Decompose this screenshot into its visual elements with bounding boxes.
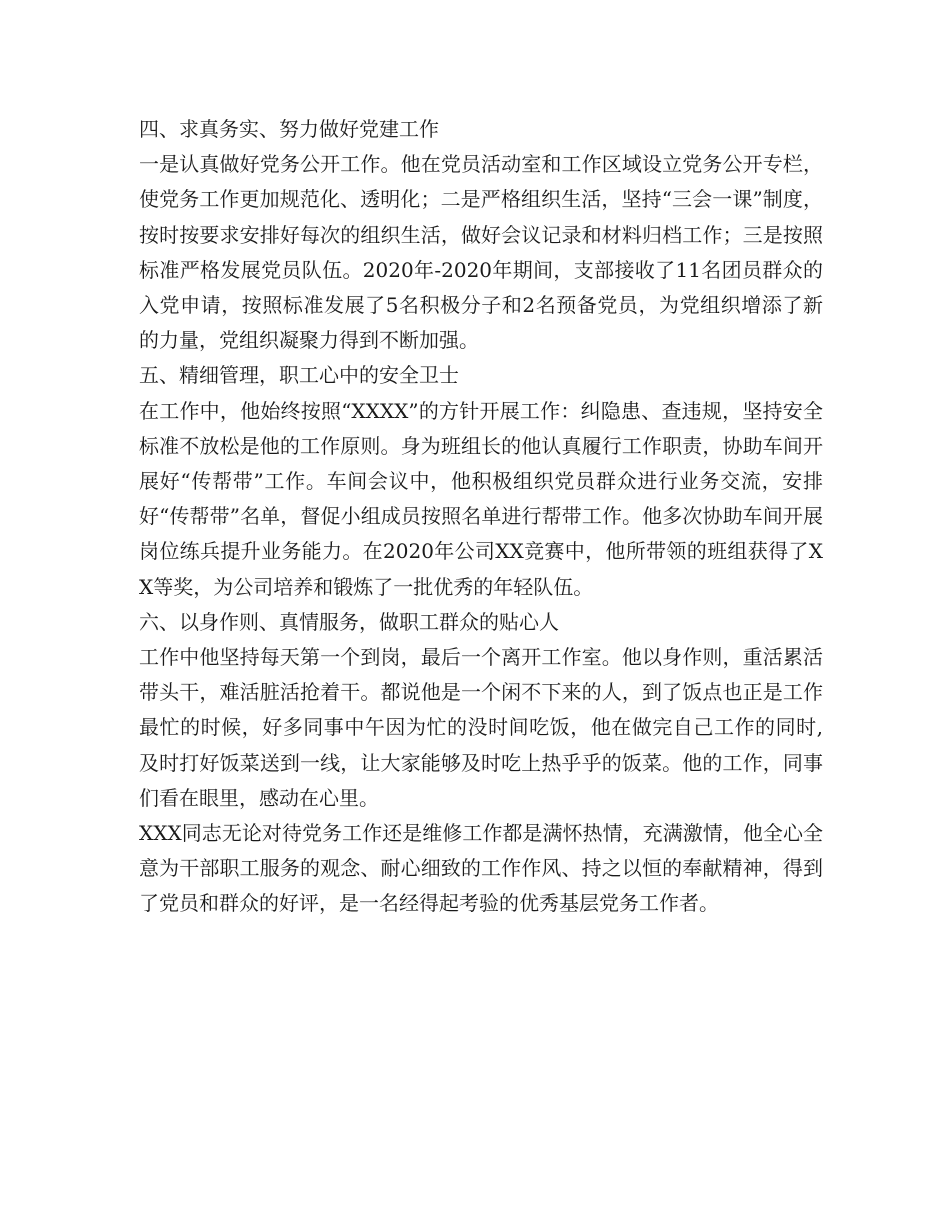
paragraph-conclusion: XXX同志无论对待党务工作还是维修工作都是满怀热情，充满激情，他全心全意为干部职工服务的观念、耐心细致的工作作风、持之以恒的奉献精神，得到了党员和群众的好评，是一名经得起考验的优秀基层党务工作者。 (139, 821, 823, 916)
section-heading-6: 六、以身作则、真情服务，做职工群众的贴心人 (139, 609, 559, 634)
paragraph-party-building: 一是认真做好党务公开工作。他在党员活动室和工作区域设立党务公开专栏，使党务工作更加规范化、透明化；二是严格组织生活，坚持“三会一课”制度，按时按要求安排好每次的组织生活，做好会议记录和材料归档工作；三是按照标准严格发展党员队伍。2020年-2020年期间，支部接收了11名团员群众的入党申请，按照标准发展了5名积极分子和2名预备党员，为党组织增添了新的力量，党组织凝聚力得到不断加强。 (139, 152, 823, 353)
paragraph-safety-management: 在工作中，他始终按照“XXXX”的方针开展工作：纠隐患、查违规，坚持安全标准不放松是他的工作原则。身为班组长的他认真履行工作职责，协助车间开展好“传帮带”工作。车间会议中，他积极组织党员群众进行业务交流，安排好“传帮带”名单，督促小组成员按照名单进行帮带工作。他多次协助车间开展岗位练兵提升业务能力。在2020年公司XX竞赛中，他所带领的班组获得了XX等奖，为公司培养和锻炼了一批优秀的年轻队伍。 (139, 398, 823, 599)
document-body (139, 112, 823, 922)
section-heading-4: 四、求真务实、努力做好党建工作 (139, 117, 439, 141)
section-heading-5: 五、精细管理，职工心中的安全卫士 (139, 363, 459, 388)
paragraph-service: 工作中他坚持每天第一个到岗，最后一个离开工作室。他以身作则，重活累活带头干，难活脏活抢着干。都说他是一个闲不下来的人，到了饭点也正是工作最忙的时候，好多同事中午因为忙的没时间吃饭，他在做完自己工作的同时,及时打好饭菜送到一线，让大家能够及时吃上热乎乎的饭菜。他的工作，同事们看在眼里，感动在心里。 (139, 645, 823, 810)
